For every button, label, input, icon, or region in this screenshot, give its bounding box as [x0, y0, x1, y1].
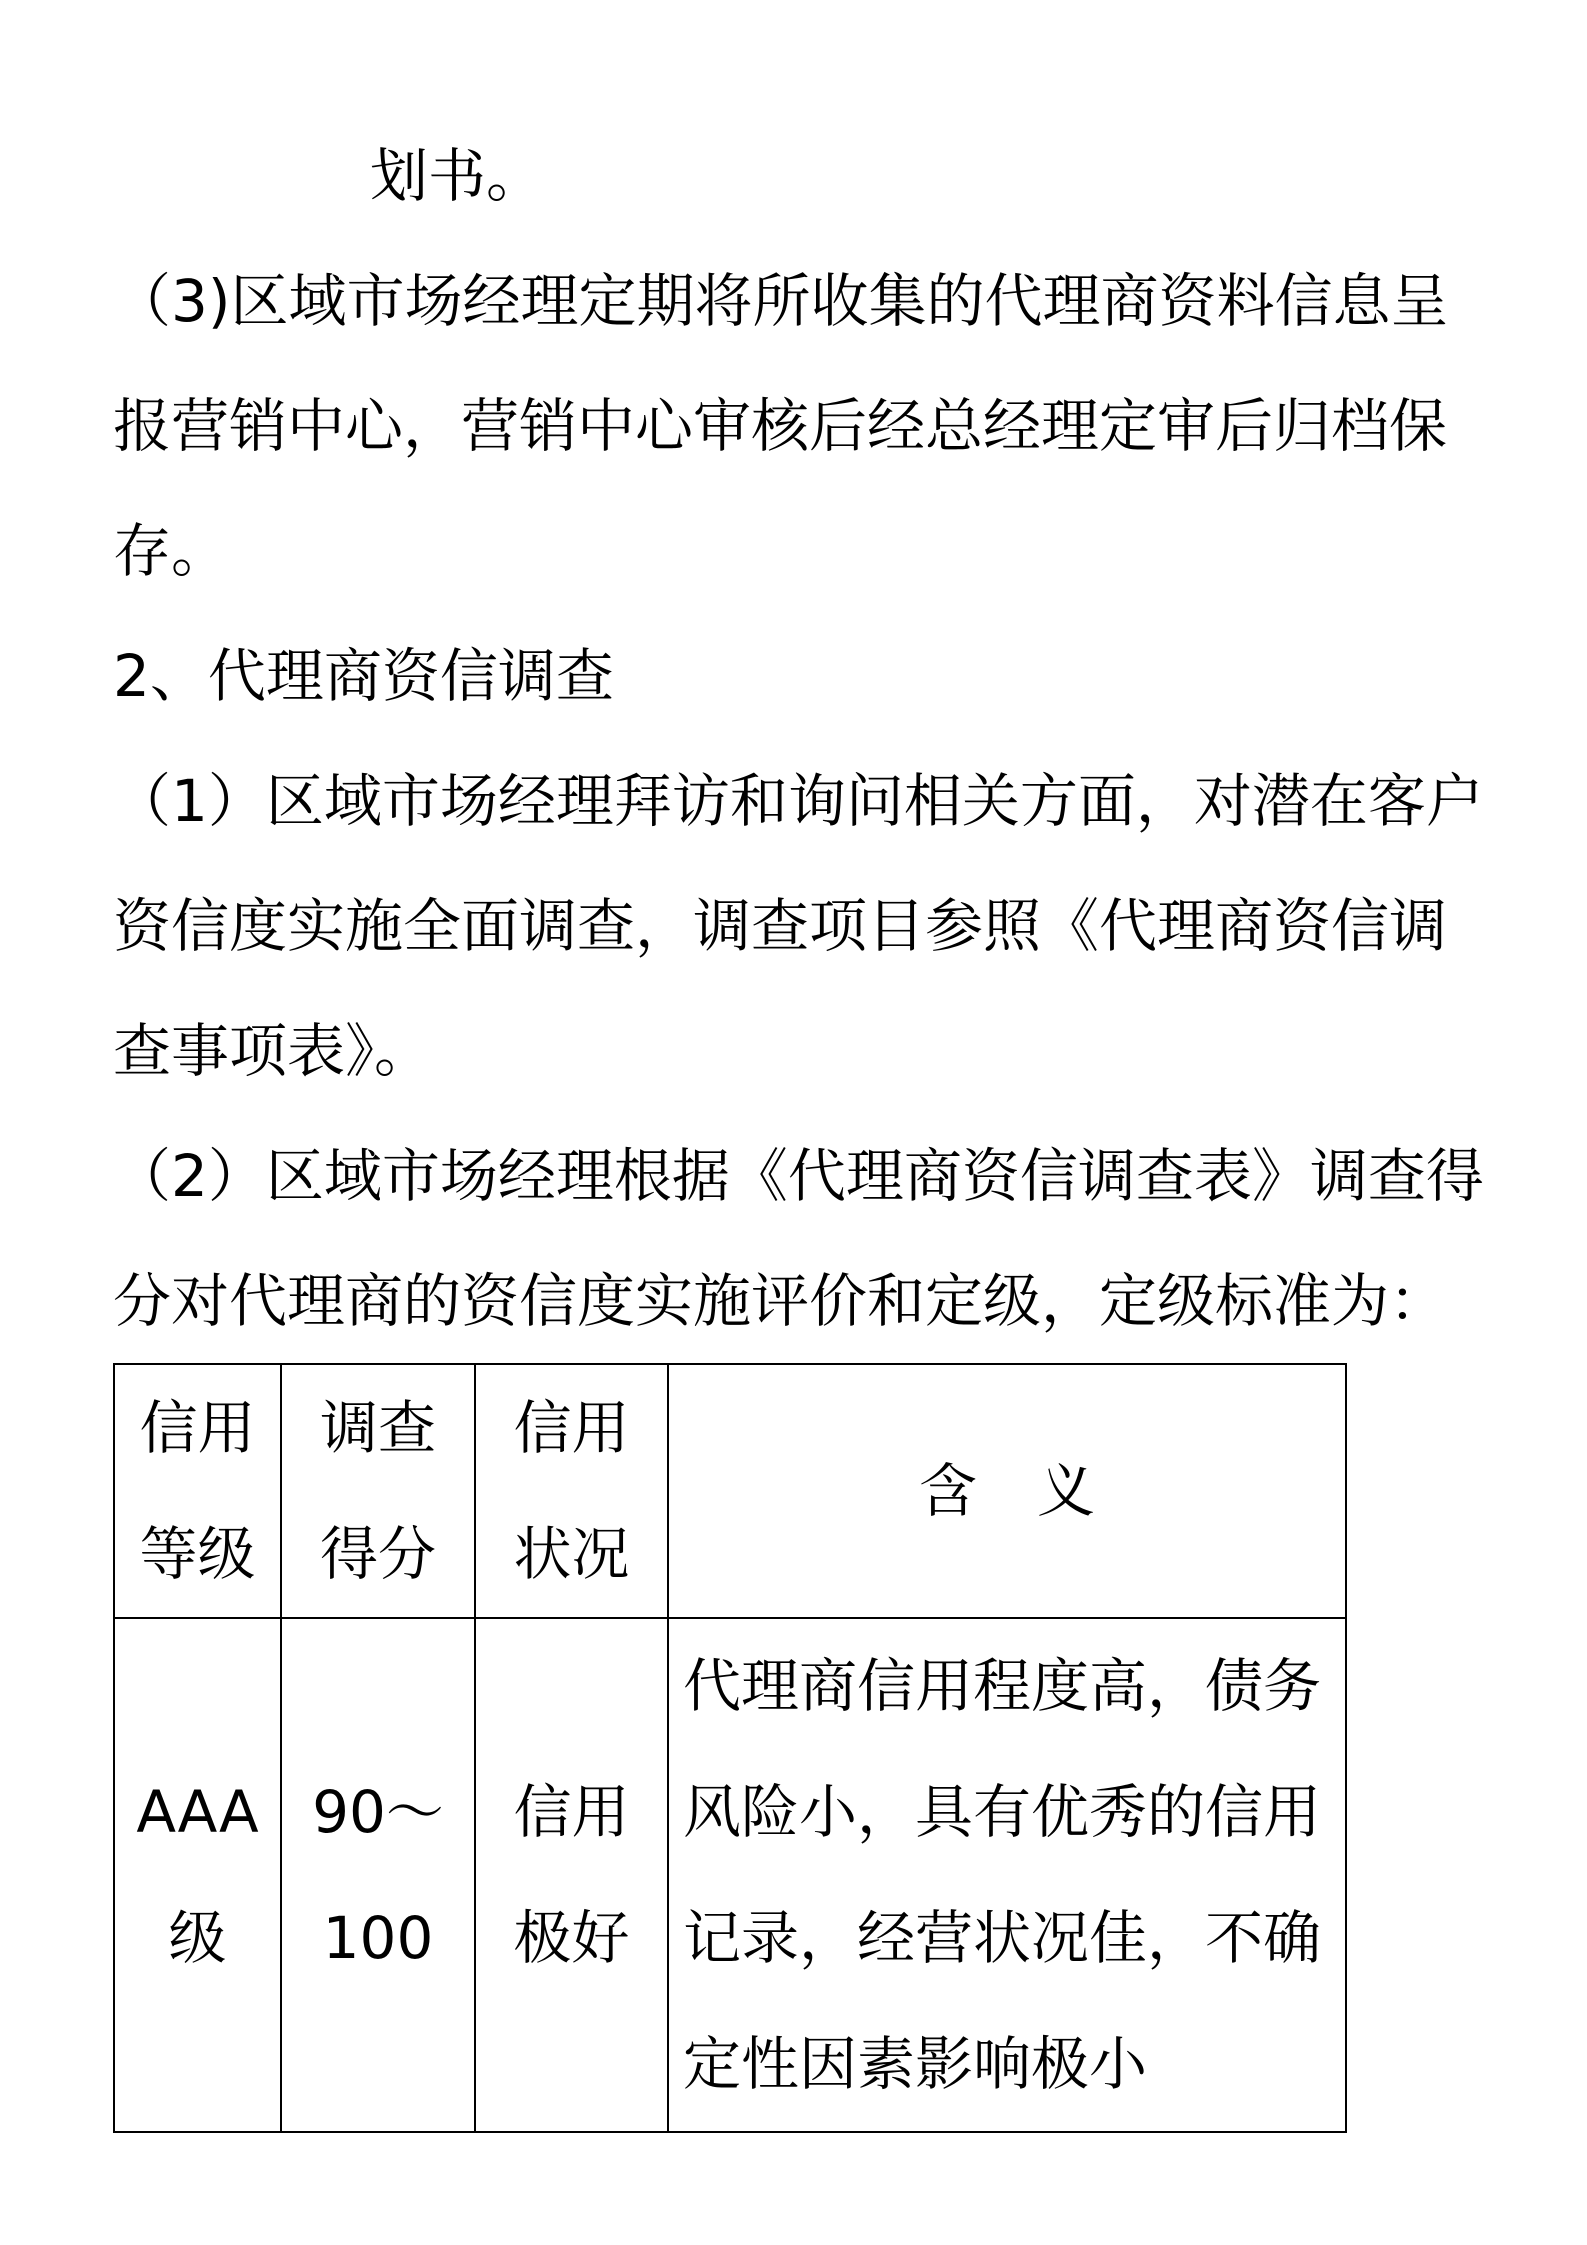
- paragraph-line: （2）区域市场经理根据《代理商资信调查表》调查得: [113, 1142, 1484, 1210]
- credit-grade-table: [113, 1363, 1347, 2133]
- table-header-row: [114, 1364, 1346, 1618]
- paragraph-line: （3)区域市场经理定期将所收集的代理商资料信息呈: [113, 267, 1449, 335]
- section-heading: 2、代理商资信调查: [113, 642, 614, 710]
- header-meaning: 含义: [668, 1364, 1346, 1618]
- paragraph-line: （1）区域市场经理拜访和询问相关方面，对潜在客户: [113, 767, 1484, 835]
- cell-credit-status: 信用 极好: [475, 1618, 668, 2132]
- cell-survey-score: 90～ 100: [281, 1618, 475, 2132]
- header-credit-grade: 信用 等级: [114, 1364, 281, 1618]
- cell-credit-grade: AAA 级: [114, 1618, 281, 2132]
- paragraph-line: 存。: [113, 517, 230, 585]
- paragraph-line: 分对代理商的资信度实施评价和定级，定级标准为：: [113, 1267, 1448, 1335]
- table-row: [114, 1618, 1346, 2132]
- paragraph-line: 资信度实施全面调查，调查项目参照《代理商资信调: [113, 892, 1448, 960]
- header-credit-status: 信用 状况: [475, 1364, 668, 1618]
- paragraph-line: 报营销中心，营销中心审核后经总经理定审后归档保: [113, 392, 1448, 460]
- paragraph-line: 查事项表》。: [113, 1017, 433, 1085]
- cell-meaning: 代理商信用程度高，债务风险小，具有优秀的信用记录，经营状况佳，不确定性因素影响极小: [668, 1618, 1346, 2132]
- paragraph-line: 划书。: [370, 142, 545, 210]
- header-survey-score: 调查 得分: [281, 1364, 475, 1618]
